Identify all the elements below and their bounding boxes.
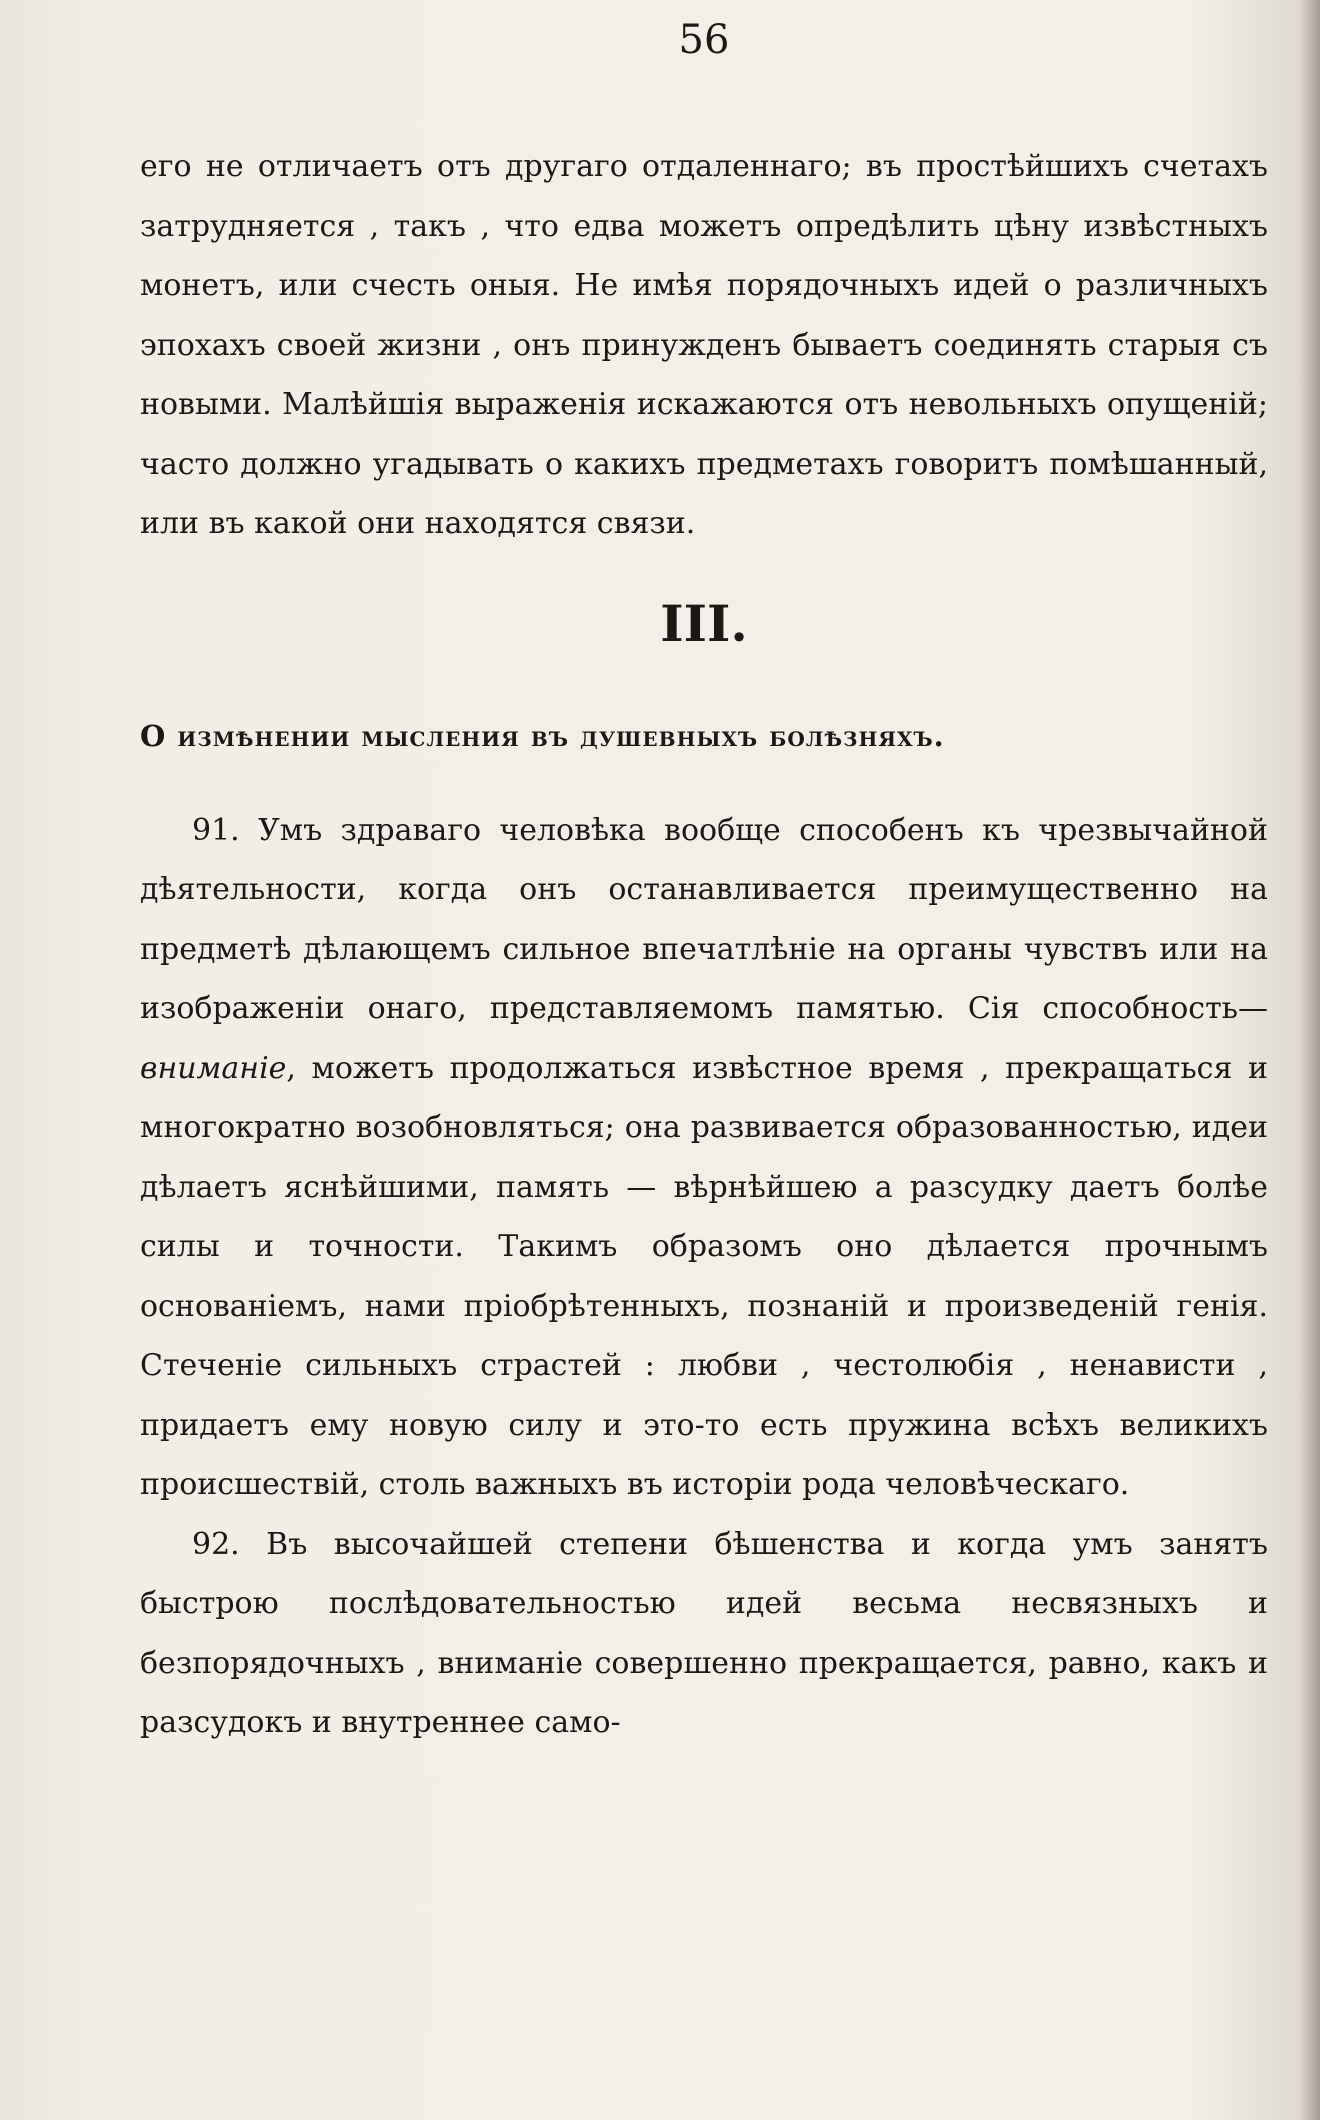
continuation-paragraph: его не отличаетъ отъ другаго отдаленнаго; въ простѣйшихъ счетахъ затрудняется , такъ , что едва можетъ опредѣлить цѣну извѣстныхъ монетъ, или счесть оныя. Не имѣя порядочныхъ идей о различныхъ эпохахъ своей жизни , онъ принужденъ бываетъ соединять старыя съ новыми. Малѣйшія выраженія искажаются отъ невольныхъ опущеній; часто должно угадывать о какихъ предметахъ говоритъ помѣшанный, или въ какой они находятся связи. <box>140 149 1268 541</box>
page-number: 56 <box>678 17 730 63</box>
paragraph-91 <box>140 801 1268 1515</box>
paragraph-number: 91. <box>192 812 240 848</box>
paragraph-text: Въ высочайшей степени бѣшенства и когда умъ занятъ быстрою послѣдовательностью идей весьма несвязныхъ и безпорядочныхъ , вниманіе совершенно прекращается, равно, какъ и разсудокъ и внутреннее само- <box>140 1526 1268 1740</box>
paragraph-number: 92. <box>192 1526 240 1562</box>
paragraph-92 <box>140 1515 1268 1753</box>
chapter-title <box>140 716 1268 756</box>
emphasized-term: вниманіе <box>140 1050 287 1086</box>
chapter-title-rest: измѣнении мысления въ душевныхъ болѣзняхъ. <box>177 718 945 753</box>
paragraph-text: Умъ здраваго человѣка вообще способенъ къ чрезвычайной дѣятельности, когда онъ останавливается преимущественно на предметѣ дѣлающемъ сильное впечатлѣніе на органы чувствъ или на изображеніи онаго, представляемомъ памятью. Сія способность— <box>140 812 1268 1026</box>
chapter-title-lead: О <box>140 718 167 753</box>
chapter-number: III. <box>660 593 748 653</box>
paragraph-text: , можетъ продолжаться извѣстное время , прекращаться и многократно возобновляться; она развивается образованностью, идеи дѣлаетъ яснѣйшими, память — вѣрнѣйшею а разсудку даетъ болѣе силы и точности. Такимъ образомъ оно дѣлается прочнымъ основаніемъ, нами пріобрѣтенныхъ, познаній и произведеній генія. Стеченіе сильныхъ страстей : любви , честолюбія , ненависти , придаетъ ему новую силу и это-то есть пружина всѣхъ великихъ происшествій, столь важныхъ въ исторіи рода человѣческаго. <box>140 1050 1268 1502</box>
page-edge-shadow <box>1298 0 1320 2120</box>
